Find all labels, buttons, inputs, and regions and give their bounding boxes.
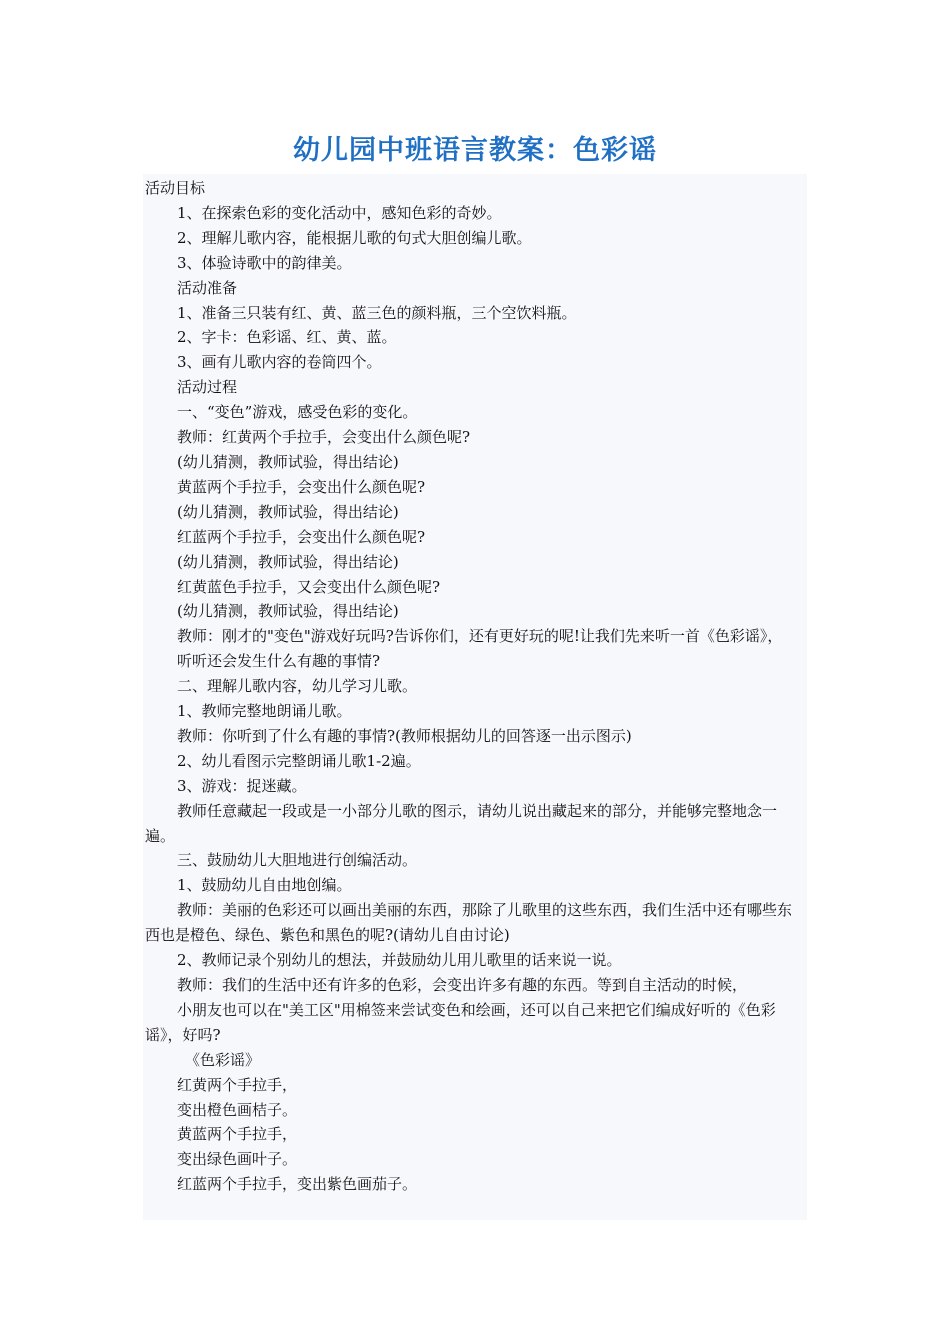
paragraph: 二、理解儿歌内容，幼儿学习儿歌。: [177, 677, 418, 696]
paragraph: (幼儿猜测，教师试验，得出结论): [177, 552, 399, 571]
paragraph: 活动目标: [145, 179, 206, 197]
paragraph: 1、准备三只装有红、黄、蓝三色的颜料瓶，三个空饮料瓶。: [177, 303, 577, 322]
paragraph: 变出橙色画桔子。: [177, 1100, 298, 1119]
paragraph: 红黄蓝色手拉手，又会变出什么颜色呢?: [177, 577, 441, 596]
document-body: [143, 174, 807, 1220]
paragraph: 教师：你听到了什么有趣的事情?(教师根据幼儿的回答逐一出示图示): [177, 726, 632, 745]
paragraph: (幼儿猜测，教师试验，得出结论): [177, 502, 399, 521]
paragraph: 教师任意藏起一段或是一小部分儿歌的图示，请幼儿说出藏起来的部分，并能够完整地念一遍。: [145, 801, 778, 845]
paragraph: 1、教师完整地朗诵儿歌。: [177, 702, 352, 721]
paragraph: 《色彩谣》: [185, 1050, 261, 1069]
paragraph: (幼儿猜测，教师试验，得出结论): [177, 452, 399, 471]
paragraph: 2、理解儿歌内容，能根据儿歌的句式大胆创编儿歌。: [177, 228, 532, 247]
paragraph: 教师：红黄两个手拉手，会变出什么颜色呢?: [177, 428, 471, 447]
paragraph: 红蓝两个手拉手，变出紫色画茄子。: [177, 1175, 418, 1194]
page-title: 幼儿园中班语言教案：色彩谣: [293, 135, 657, 166]
paragraph: 3、画有儿歌内容的卷筒四个。: [177, 353, 382, 372]
paragraph: 教师：我们的生活中还有许多的色彩，会变出许多有趣的东西。等到自主活动的时候，: [177, 976, 748, 994]
paragraph: 教师：美丽的色彩还可以画出美丽的东西，那除了儿歌里的这些东西，我们生活中还有哪些东西也是橙色、绿色、紫色和黑色的呢?(请幼儿自由讨论): [145, 901, 793, 945]
paragraph: 黄蓝两个手拉手，: [177, 1125, 298, 1144]
paragraph: 红蓝两个手拉手，会变出什么颜色呢?: [177, 527, 426, 546]
paragraph: 小朋友也可以在"美工区"用棉签来尝试变色和绘画，还可以自己来把它们编成好听的《色彩谣》，好吗?: [145, 1000, 776, 1044]
paragraph: 2、字卡：色彩谣、红、黄、蓝。: [177, 328, 397, 347]
paragraph: 听听还会发生什么有趣的事情?: [177, 652, 381, 671]
paragraph: 活动准备: [177, 278, 238, 297]
paragraph: 变出绿色画叶子。: [177, 1150, 298, 1169]
paragraph: 红黄两个手拉手，: [177, 1075, 298, 1094]
paragraph: 活动过程: [177, 378, 238, 397]
paragraph: 2、教师记录个别幼儿的想法，并鼓励幼儿用儿歌里的话来说一说。: [177, 951, 622, 970]
paragraph: 1、在探索色彩的变化活动中，感知色彩的奇妙。: [177, 203, 502, 222]
paragraph: 3、体验诗歌中的韵律美。: [177, 253, 352, 272]
paragraph: 2、幼儿看图示完整朗诵儿歌1-2遍。: [177, 751, 421, 770]
paragraph: 教师：刚才的"变色"游戏好玩吗?告诉你们，还有更好玩的呢!让我们先来听一首《色彩谣》，: [177, 627, 783, 646]
paragraph: (幼儿猜测，教师试验，得出结论): [177, 602, 399, 621]
paragraph: 黄蓝两个手拉手，会变出什么颜色呢?: [177, 477, 426, 496]
paragraph: 一、“变色”游戏，感受色彩的变化。: [177, 403, 418, 422]
paragraph: 3、游戏：捉迷藏。: [177, 776, 307, 795]
paragraph: 三、鼓励幼儿大胆地进行创编活动。: [177, 851, 418, 870]
paragraph: 1、鼓励幼儿自由地创编。: [177, 876, 352, 895]
